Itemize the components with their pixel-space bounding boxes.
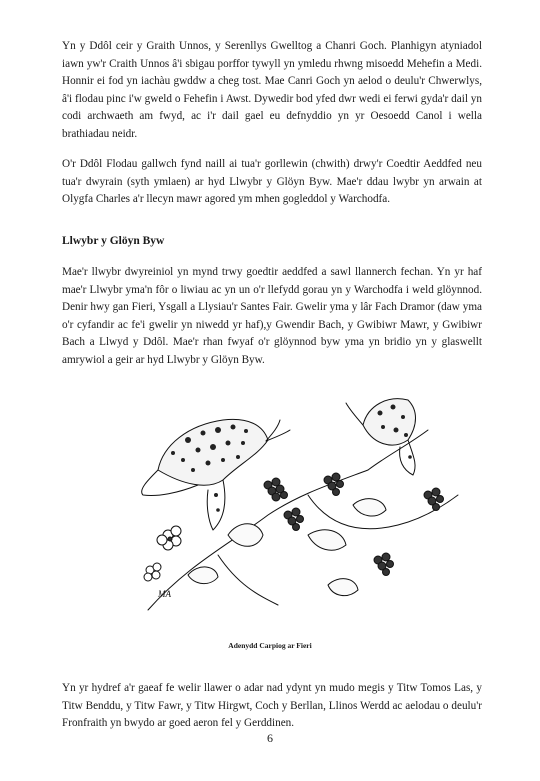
bramble-blossom [144, 526, 181, 581]
right-butterfly [346, 399, 416, 475]
artist-signature: MA [158, 589, 171, 599]
illustration-caption: Adenydd Carpiog ar Fieri [228, 641, 312, 650]
page-number: 6 [267, 731, 273, 745]
berry-cluster [264, 473, 444, 576]
paragraph-route-options: O'r Ddôl Flodau gallwch fynd naill ai tua'r gorllewin (chwith) drwy'r Coedtir Aeddfed neu tua'r dwyrain (syth ymlaen) ar hyd Llwybr y Glöyn Byw. Mae'r ddau lwybr yn arwain at Olygfa Charles a'r llecyn mawr agored ym mhen gogleddol y Warchodfa. [62, 158, 482, 206]
paragraph-butterfly-path: Mae'r llwybr dwyreiniol yn mynd trwy goedtir aeddfed a sawl llannerch fechan. Yn yr haf mae'r Llwybr yma'n fôr o liwiau ac yn un o'r llefydd gorau yn y Warchodfa i weld glöynnod. Denir hwy gan Fieri, Ysgall a Llysiau'r Santes Fair. Gwelir yma y lâr Fach Dramor (daw yma o'r cyfandir ac fe'i gwelir yn niwedd yr haf),y Gwendir Bach, y Gwibiwr Mawr, y Gwibiwr Bach a Llwyd y Ddôl. Mae'r rhan fwyaf o'r glöynnod byw yma yn bridio yn y glaswellt amrywiol a geir ar hyd Llwybr y Glöyn Byw. [62, 266, 482, 366]
paragraph-autumn-birds: Yn yr hydref a'r gaeaf fe welir llawer o adar nad ydynt yn mudo megis y Titw Tomos Las, y Titw Benddu, y Titw Fawr, y Titw Hirgwt, Coch y Berllan, Llinos Werdd ac aelodau o deulu'r Fronfraith yn bwydo ar goed aeron fel y Gerddinen. [62, 682, 482, 730]
butterfly-bramble-illustration [128, 385, 468, 620]
section-heading-butterfly-path: Llwybr y Glöyn Byw [62, 235, 165, 247]
bramble-stem [218, 555, 278, 605]
left-butterfly [142, 419, 290, 530]
paragraph-meadow-plants: Yn y Ddôl ceir y Graith Unnos, y Serenllys Gwelltog a Chanri Goch. Planhigyn atyniadol iawn yw'r Craith Unnos â'i sbigau porffor tywyll yn ymledu rhwng misoedd Mehefin a Medi. Honnir ei fod yn iachàu gwddw a cheg tost. Mae Canri Goch yn aelod o deulu'r Chwerwlys, â'i flodau pinc i'w gweld o Fehefin i Awst. Dywedir bod yfed dwr wedi ei ferwi gyda'r dail yn codi archwaeth am fwyd, ac i'r dail gael eu defnyddio yn yr Oesoedd Canol i wella brathiadau neidr. [62, 40, 482, 140]
